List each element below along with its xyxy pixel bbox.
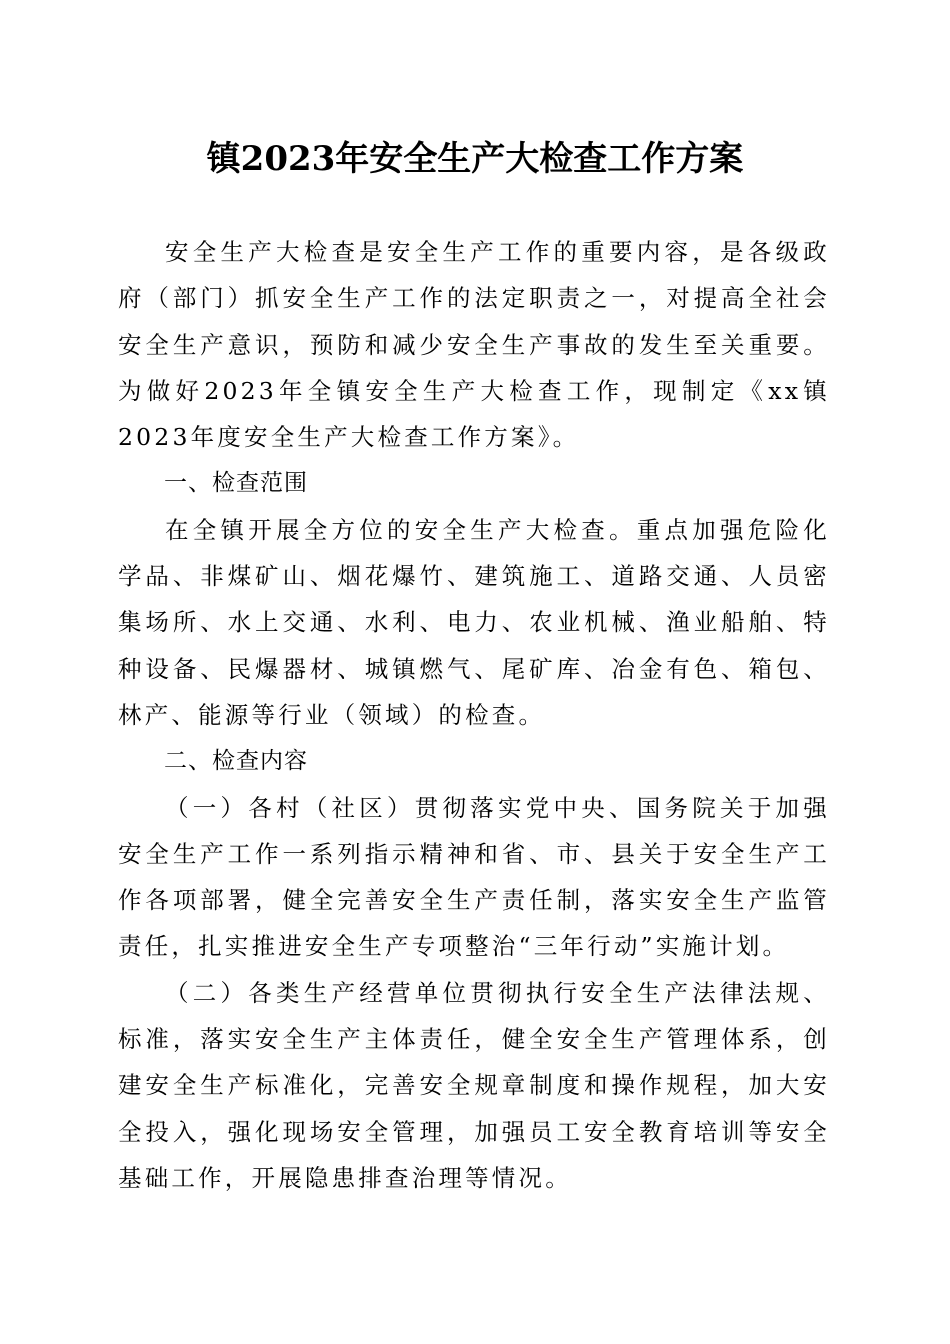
section-heading-content: 二、检查内容 (164, 748, 308, 775)
content-paragraph-1: （一）各村（社区）贯彻落实党中央、国务院关于加强安全生产工作一系列指示精神和省、市、县关于安全生产工作各项部署，健全完善安全生产责任制，落实安全生产监管责任，扎实推进安全生产专项整治“三年行动”实施计划。 (118, 793, 830, 961)
document-body (118, 229, 830, 1201)
content-paragraph-2: （二）各类生产经营单位贯彻执行安全生产法律法规、标准，落实安全生产主体责任，健全安全生产管理体系，创建安全生产标准化，完善安全规章制度和操作规程，加大安全投入，强化现场安全管理，加强员工安全教育培训等安全基础工作，开展隐患排查治理等情况。 (118, 978, 830, 1192)
scope-paragraph: 在全镇开展全方位的安全生产大检查。重点加强危险化学品、非煤矿山、烟花爆竹、建筑施工、道路交通、人员密集场所、水上交通、水利、电力、农业机械、渔业船舶、特种设备、民爆器材、城镇燃气、尾矿库、冶金有色、箱包、林产、能源等行业（领域）的检查。 (118, 515, 830, 729)
page-title: 镇2023年安全生产大检查工作方案 (206, 139, 744, 179)
intro-paragraph: 安全生产大检查是安全生产工作的重要内容，是各级政府（部门）抓安全生产工作的法定职责之一，对提高全社会安全生产意识，预防和减少安全生产事故的发生至关重要。为做好2023年全镇安全生产大检查工作，现制定《xx镇2023年度安全生产大检查工作方案》。 (118, 238, 830, 452)
section-heading-scope: 一、检查范围 (164, 470, 308, 497)
